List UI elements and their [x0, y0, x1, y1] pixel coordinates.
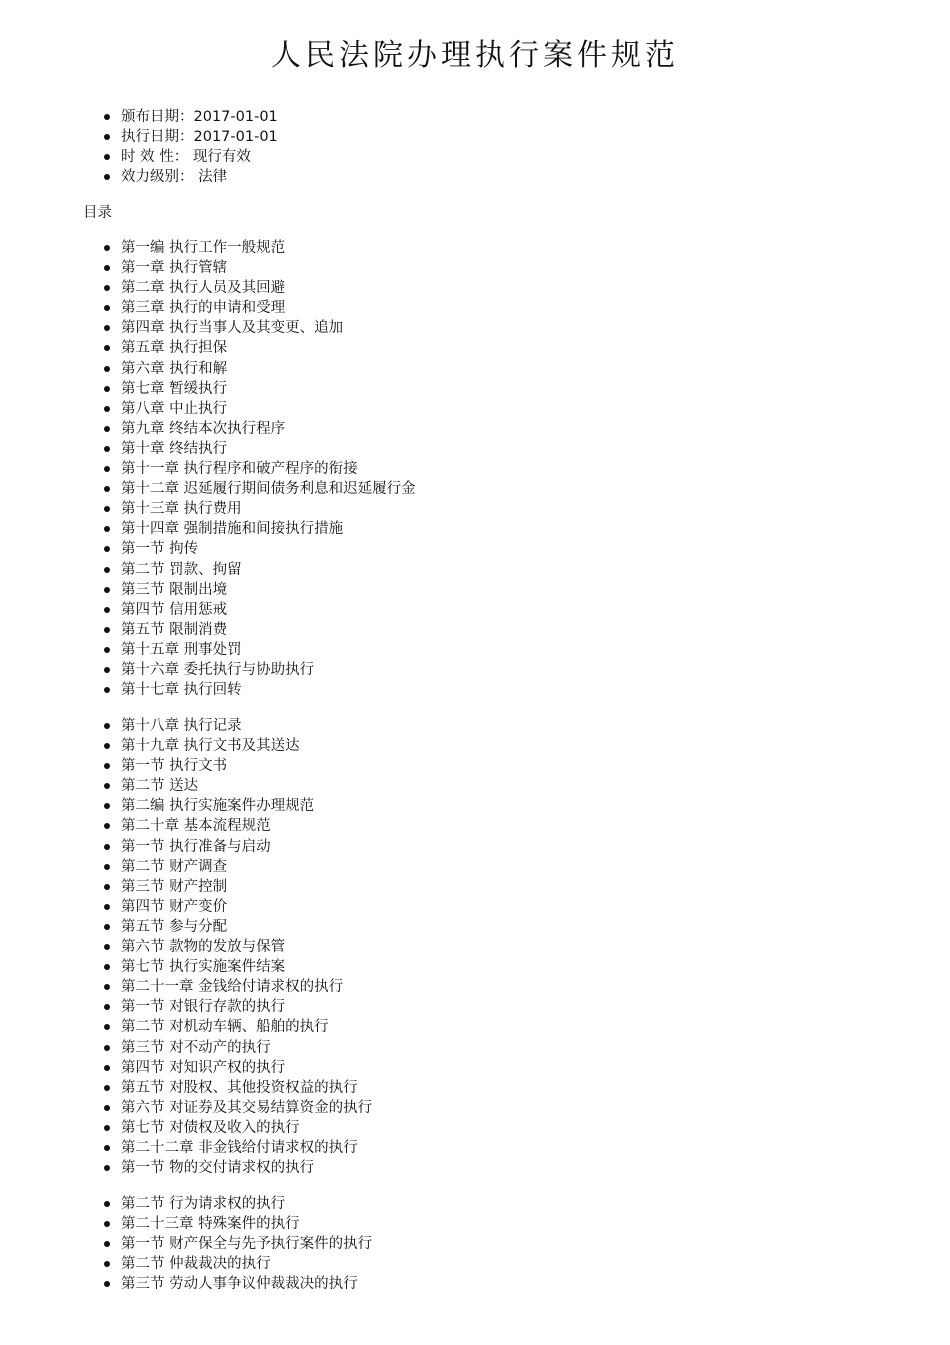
document-title: 人民法院办理执行案件规范: [271, 38, 679, 73]
toc-heading: 目录: [83, 205, 112, 221]
toc-item[interactable]: 第五章 执行担保: [104, 338, 416, 358]
toc-item[interactable]: 第四节 对知识产权的执行: [104, 1058, 372, 1078]
toc-item[interactable]: 第一章 执行管辖: [104, 258, 416, 278]
toc-item[interactable]: 第二十三章 特殊案件的执行: [104, 1214, 372, 1234]
toc-item[interactable]: 第十三章 执行费用: [104, 499, 416, 519]
toc-item[interactable]: 第二十二章 非金钱给付请求权的执行: [104, 1138, 372, 1158]
metadata-list: [104, 107, 278, 187]
toc-item[interactable]: 第一节 财产保全与先予执行案件的执行: [104, 1234, 372, 1254]
toc-list-group-3: [104, 1194, 372, 1294]
toc-item[interactable]: 第二节 行为请求权的执行: [104, 1194, 372, 1214]
toc-item[interactable]: 第十五章 刑事处罚: [104, 640, 416, 660]
toc-item[interactable]: 第二节 财产调查: [104, 857, 372, 877]
toc-item[interactable]: 第二章 执行人员及其回避: [104, 278, 416, 298]
toc-list-group-1: [104, 238, 416, 700]
toc-item[interactable]: 第六节 对证券及其交易结算资金的执行: [104, 1098, 372, 1118]
toc-item[interactable]: 第三节 限制出境: [104, 580, 416, 600]
metadata-item-publish-date: 颁布日期：2017-01-01: [104, 107, 278, 127]
toc-item[interactable]: 第六节 款物的发放与保管: [104, 937, 372, 957]
toc-item[interactable]: 第十八章 执行记录: [104, 716, 372, 736]
toc-item[interactable]: 第十九章 执行文书及其送达: [104, 736, 372, 756]
toc-item[interactable]: 第十六章 委托执行与协助执行: [104, 660, 416, 680]
toc-item[interactable]: 第一节 执行准备与启动: [104, 837, 372, 857]
toc-item[interactable]: 第二节 罚款、拘留: [104, 560, 416, 580]
toc-item[interactable]: 第九章 终结本次执行程序: [104, 419, 416, 439]
toc-item[interactable]: 第八章 中止执行: [104, 399, 416, 419]
toc-item[interactable]: 第五节 参与分配: [104, 917, 372, 937]
toc-item[interactable]: 第七节 对债权及收入的执行: [104, 1118, 372, 1138]
metadata-item-effective-date: 执行日期：2017-01-01: [104, 127, 278, 147]
toc-item[interactable]: 第七章 暂缓执行: [104, 379, 416, 399]
toc-item[interactable]: 第六章 执行和解: [104, 359, 416, 379]
toc-item[interactable]: 第七节 执行实施案件结案: [104, 957, 372, 977]
toc-list-group-2: [104, 716, 372, 1178]
toc-item[interactable]: 第二十章 基本流程规范: [104, 816, 372, 836]
toc-item[interactable]: 第三节 对不动产的执行: [104, 1038, 372, 1058]
toc-item[interactable]: 第十七章 执行回转: [104, 680, 416, 700]
toc-item[interactable]: 第十四章 强制措施和间接执行措施: [104, 519, 416, 539]
toc-item[interactable]: 第三节 财产控制: [104, 877, 372, 897]
metadata-item-legal-level: 效力级别： 法律: [104, 167, 278, 187]
toc-item[interactable]: 第二十一章 金钱给付请求权的执行: [104, 977, 372, 997]
toc-item[interactable]: 第二节 仲裁裁决的执行: [104, 1254, 372, 1274]
toc-item[interactable]: 第二节 对机动车辆、船舶的执行: [104, 1017, 372, 1037]
toc-item[interactable]: 第一节 物的交付请求权的执行: [104, 1158, 372, 1178]
toc-item[interactable]: 第一节 对银行存款的执行: [104, 997, 372, 1017]
toc-item[interactable]: 第二编 执行实施案件办理规范: [104, 796, 372, 816]
toc-item[interactable]: 第十章 终结执行: [104, 439, 416, 459]
metadata-item-validity: 时 效 性： 现行有效: [104, 147, 278, 167]
toc-item[interactable]: 第五节 对股权、其他投资权益的执行: [104, 1078, 372, 1098]
toc-item[interactable]: 第一编 执行工作一般规范: [104, 238, 416, 258]
toc-item[interactable]: 第三章 执行的申请和受理: [104, 298, 416, 318]
toc-item[interactable]: 第四章 执行当事人及其变更、追加: [104, 318, 416, 338]
toc-item[interactable]: 第十二章 迟延履行期间债务利息和迟延履行金: [104, 479, 416, 499]
toc-item[interactable]: 第五节 限制消费: [104, 620, 416, 640]
toc-item[interactable]: 第十一章 执行程序和破产程序的衔接: [104, 459, 416, 479]
toc-item[interactable]: 第一节 拘传: [104, 539, 416, 559]
toc-item[interactable]: 第一节 执行文书: [104, 756, 372, 776]
toc-item[interactable]: 第四节 信用惩戒: [104, 600, 416, 620]
toc-item[interactable]: 第三节 劳动人事争议仲裁裁决的执行: [104, 1274, 372, 1294]
toc-item[interactable]: 第四节 财产变价: [104, 897, 372, 917]
toc-item[interactable]: 第二节 送达: [104, 776, 372, 796]
